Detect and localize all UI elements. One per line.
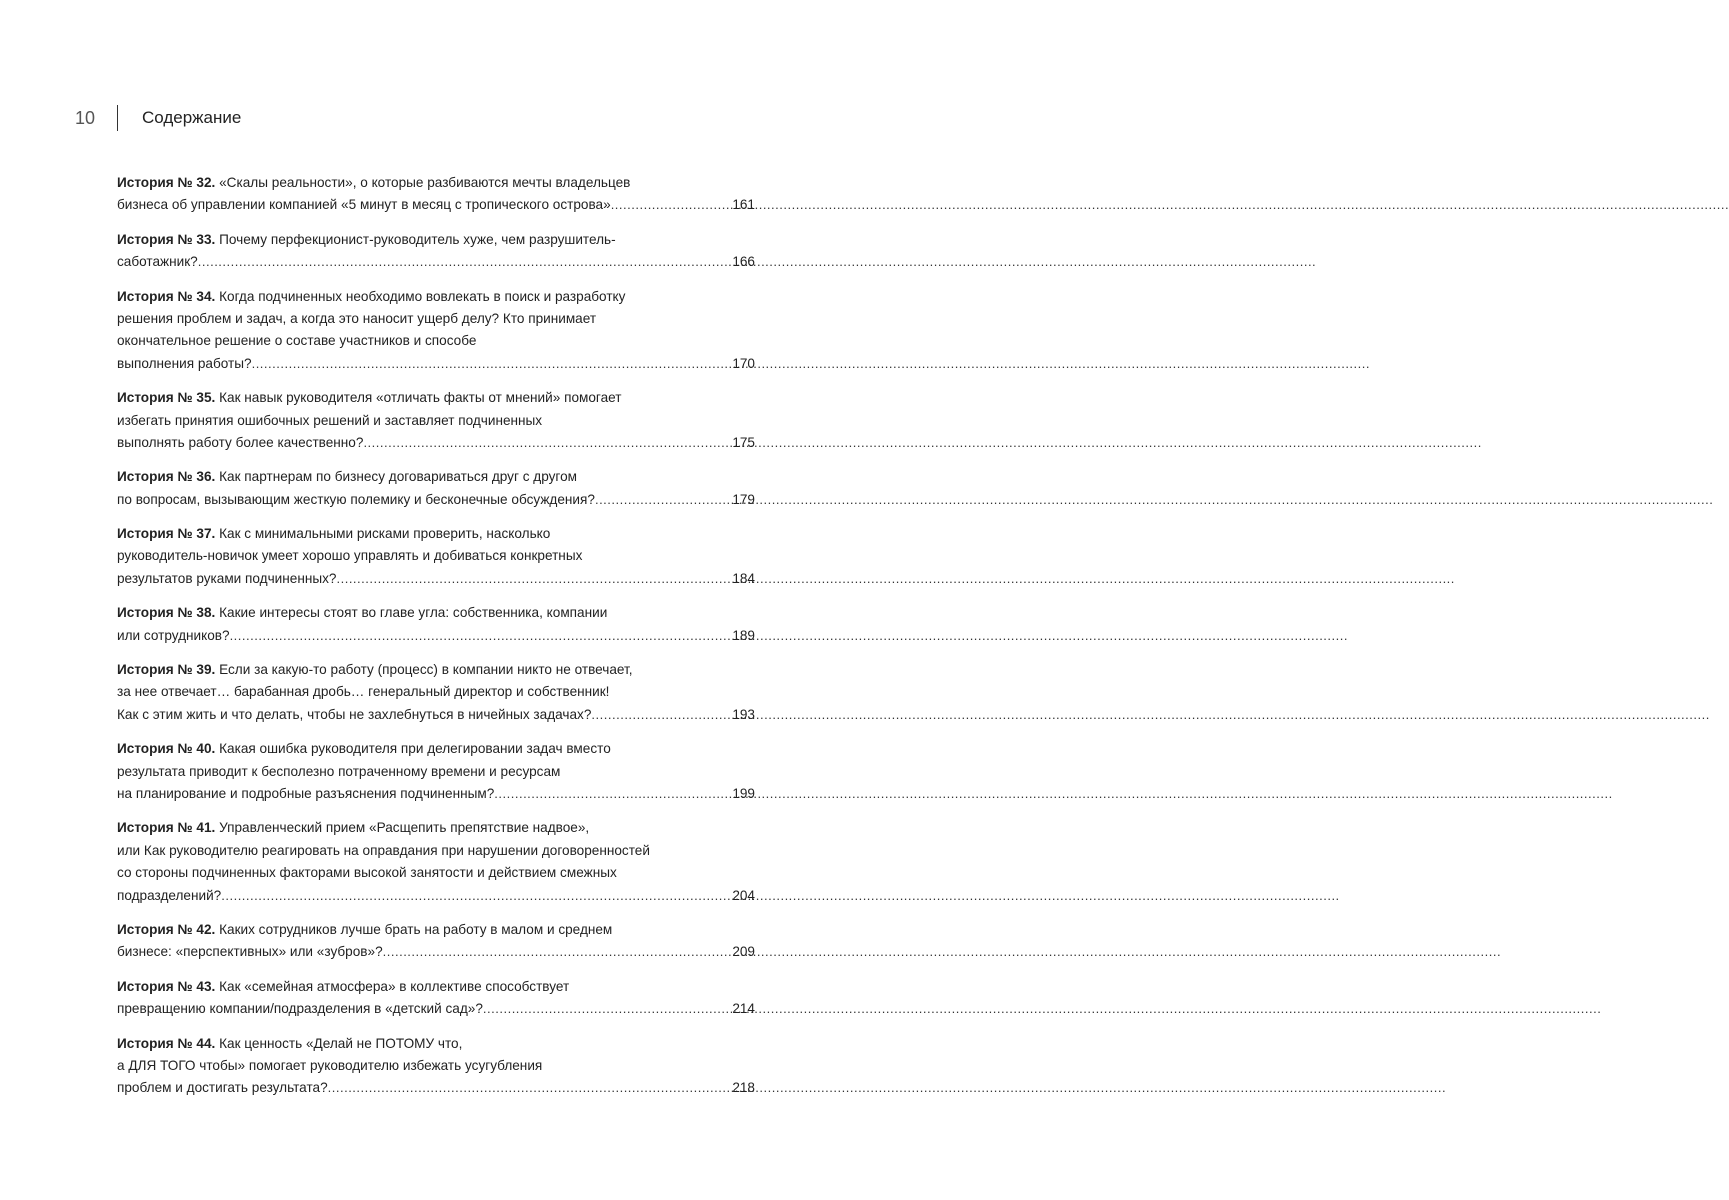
toc-line <box>117 681 755 703</box>
toc-line <box>117 919 755 941</box>
toc-text: или Как руководителю реагировать на оправдания при нарушении договоренностей <box>117 842 650 858</box>
toc-line <box>117 330 755 352</box>
toc-page-number: 166 <box>732 254 755 270</box>
toc-entry <box>117 817 755 907</box>
toc-line <box>117 489 755 511</box>
toc-text: решения проблем и задач, а когда это наносит ущерб делу? Кто принимает <box>117 310 597 326</box>
toc-line <box>117 387 755 409</box>
toc-page-number: 204 <box>732 887 755 903</box>
toc-text: результатов руками подчиненных? <box>117 570 337 586</box>
toc-line <box>117 738 755 760</box>
toc-line <box>117 885 755 907</box>
toc-page-number: 170 <box>732 355 755 371</box>
dot-leader <box>363 432 731 454</box>
toc-text: Когда подчиненных необходимо вовлекать в поиск и разработку <box>219 288 626 304</box>
dot-leader <box>198 251 732 273</box>
toc-entry <box>117 286 755 376</box>
toc-entry <box>117 602 755 647</box>
toc-text: результата приводит к бесполезно потраченному времени и ресурсам <box>117 763 561 779</box>
toc-line <box>117 840 755 862</box>
toc-text: на планирование и подробные разъяснения подчиненным? <box>117 785 495 801</box>
toc-line <box>117 410 755 432</box>
toc-text: Почему перфекционист-руководитель хуже, чем разрушитель- <box>219 231 616 247</box>
toc-entry <box>117 976 755 1021</box>
toc-line <box>117 172 755 194</box>
toc-line <box>117 545 755 567</box>
toc-text: бизнеса об управлении компанией «5 минут в месяц с тропического острова» <box>117 197 611 213</box>
toc-line <box>117 761 755 783</box>
toc-line <box>117 229 755 251</box>
toc-story-label: История № 38. <box>117 605 216 621</box>
toc-text: Как «семейная атмосфера» в коллективе способствует <box>219 978 570 994</box>
toc-line <box>117 625 755 647</box>
dot-leader <box>595 489 731 511</box>
toc-line <box>117 432 755 454</box>
toc-text: избегать принятия ошибочных решений и заставляет подчиненных <box>117 412 543 428</box>
toc-line <box>117 308 755 330</box>
toc-text: или сотрудников? <box>117 627 230 643</box>
table-of-contents <box>117 172 755 1112</box>
toc-entry <box>117 229 755 274</box>
toc-page-number: 175 <box>732 434 755 450</box>
toc-line <box>117 783 755 805</box>
toc-line <box>117 568 755 590</box>
toc-line <box>117 976 755 998</box>
toc-text: руководитель-новичок умеет хорошо управлять и добиваться конкретных <box>117 548 583 564</box>
toc-text: выполнять работу более качественно? <box>117 434 364 450</box>
toc-line <box>117 1033 755 1055</box>
toc-line <box>117 286 755 308</box>
toc-line <box>117 251 755 273</box>
toc-page-number: 179 <box>732 491 755 507</box>
toc-line <box>117 523 755 545</box>
toc-story-label: История № 32. <box>117 175 216 190</box>
toc-entry <box>117 387 755 454</box>
toc-page-number: 218 <box>732 1080 755 1096</box>
toc-line <box>117 353 755 375</box>
toc-text: Как навык руководителя «отличать факты от мнений» помогает <box>219 390 622 406</box>
toc-text: а ДЛЯ ТОГО чтобы» помогает руководителю избежать усугубления <box>117 1057 543 1073</box>
dot-leader <box>336 568 731 590</box>
dot-leader <box>221 885 731 907</box>
toc-text: превращению компании/подразделения в «детский сад»? <box>117 1001 483 1017</box>
dot-leader <box>611 194 732 216</box>
section-title: Содержание <box>142 108 242 127</box>
toc-text: выполнения работы? <box>117 355 252 371</box>
toc-story-label: История № 34. <box>117 288 216 304</box>
toc-text: саботажник? <box>117 254 198 270</box>
toc-line <box>117 194 755 216</box>
toc-line <box>117 941 755 963</box>
toc-page-number: 199 <box>732 785 755 801</box>
toc-line <box>117 1055 755 1077</box>
dot-leader <box>591 704 731 726</box>
toc-entry <box>117 523 755 590</box>
toc-story-label: История № 33. <box>117 231 216 247</box>
toc-entry <box>117 172 755 217</box>
toc-text: Если за какую-то работу (процесс) в компании никто не отвечает, <box>219 662 633 678</box>
toc-story-label: История № 35. <box>117 390 216 406</box>
toc-story-label: История № 40. <box>117 741 216 757</box>
toc-entry <box>117 466 755 511</box>
dot-leader <box>328 1077 732 1099</box>
toc-line <box>117 998 755 1020</box>
toc-entry <box>117 919 755 964</box>
toc-line <box>117 704 755 726</box>
toc-story-label: История № 41. <box>117 820 216 836</box>
dot-leader <box>494 783 731 805</box>
toc-text: Какая ошибка руководителя при делегировании задач вместо <box>219 741 611 757</box>
toc-text: со стороны подчиненных факторами высокой занятости и действием смежных <box>117 865 617 881</box>
toc-story-label: История № 36. <box>117 469 216 485</box>
toc-line <box>117 862 755 884</box>
page-number: 10 <box>75 107 96 128</box>
dot-leader <box>483 998 731 1020</box>
toc-text: Как с этим жить и что делать, чтобы не захлебнуться в ничейных задачах? <box>117 706 592 722</box>
toc-text: Каких сотрудников лучше брать на работу в малом и среднем <box>219 921 613 937</box>
header-divider <box>117 105 118 131</box>
toc-text: по вопросам, вызывающим жесткую полемику и бесконечные обсуждения? <box>117 491 595 507</box>
toc-story-label: История № 44. <box>117 1035 216 1051</box>
toc-page-number: 214 <box>732 1001 755 1017</box>
dot-leader <box>383 941 732 963</box>
toc-line <box>117 817 755 839</box>
toc-line <box>117 1077 755 1099</box>
dot-leader <box>252 353 732 375</box>
toc-text: Управленческий прием «Расщепить препятствие надвое», <box>219 820 590 836</box>
toc-text: «Скалы реальности», о которые разбиваются мечты владельцев <box>219 175 631 190</box>
toc-line <box>117 466 755 488</box>
toc-text: Как с минимальными рисками проверить, насколько <box>219 526 551 542</box>
toc-text: бизнесе: «перспективных» или «зубров»? <box>117 944 383 960</box>
toc-line <box>117 659 755 681</box>
toc-story-label: История № 42. <box>117 921 216 937</box>
toc-story-label: История № 43. <box>117 978 216 994</box>
toc-text: за нее отвечает… барабанная дробь… генеральный директор и собственник! <box>117 684 610 700</box>
toc-story-label: История № 37. <box>117 526 216 542</box>
toc-text: подразделений? <box>117 887 222 903</box>
toc-line <box>117 602 755 624</box>
toc-page-number: 184 <box>732 570 755 586</box>
toc-page-number: 209 <box>732 944 755 960</box>
toc-entry <box>117 659 755 726</box>
toc-text: окончательное решение о составе участников и способе <box>117 333 477 349</box>
toc-text: Какие интересы стоят во главе угла: собственника, компании <box>219 605 608 621</box>
toc-page-number: 189 <box>732 627 755 643</box>
toc-entry <box>117 1033 755 1100</box>
toc-story-label: История № 39. <box>117 662 216 678</box>
toc-entry <box>117 738 755 805</box>
toc-page-number: 193 <box>732 706 755 722</box>
toc-page-number: 161 <box>732 197 755 213</box>
toc-text: Как партнерам по бизнесу договариваться друг с другом <box>219 469 577 485</box>
toc-text: проблем и достигать результата? <box>117 1080 328 1096</box>
toc-text: Как ценность «Делай не ПОТОМУ что, <box>219 1035 463 1051</box>
dot-leader <box>230 625 732 647</box>
page-header <box>75 103 241 133</box>
